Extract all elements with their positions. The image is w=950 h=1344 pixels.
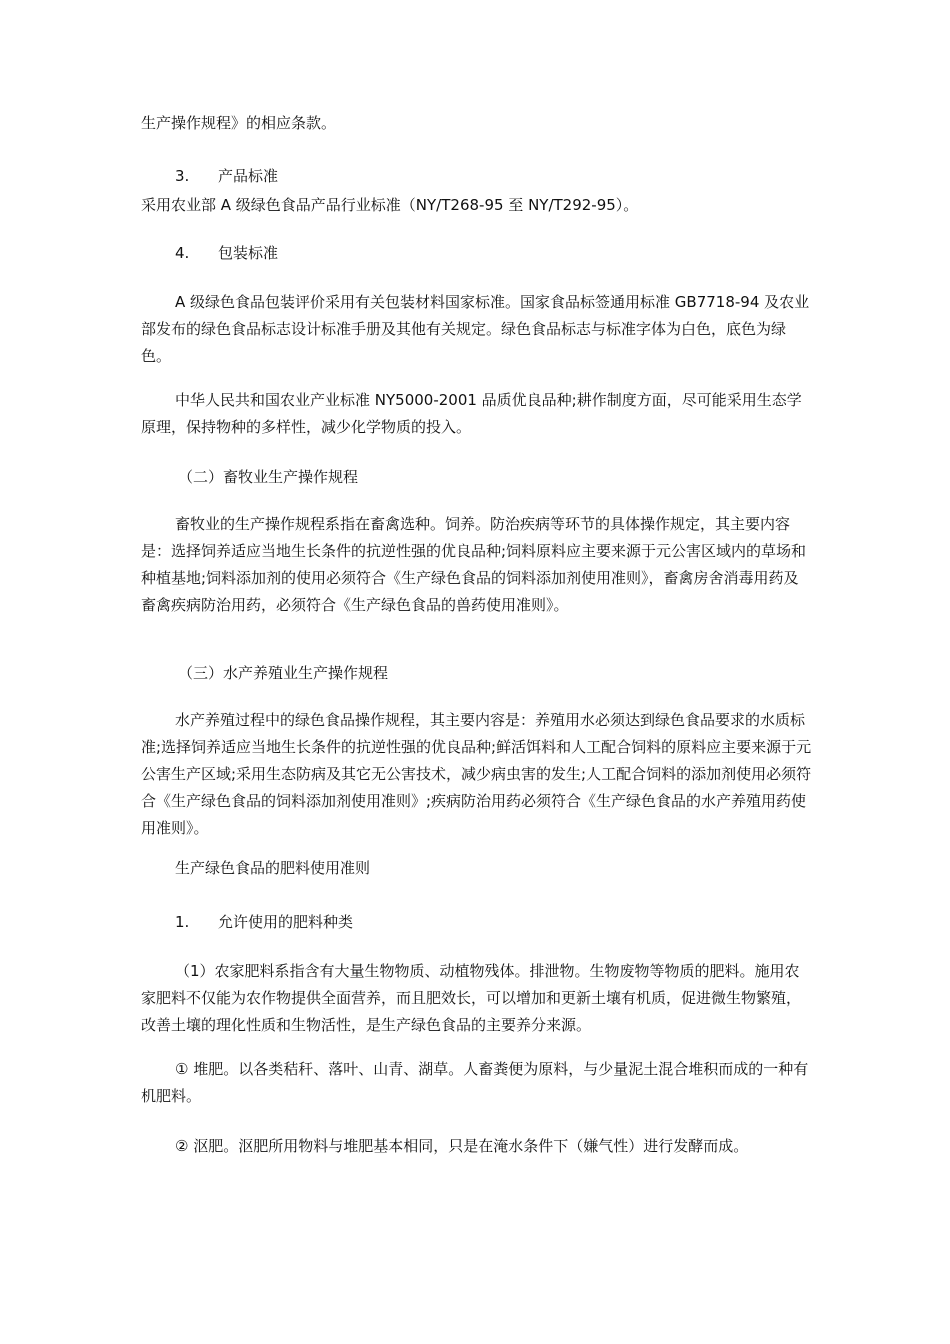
heading-title: 包装标准	[218, 244, 279, 262]
heading-number: 1.	[175, 913, 190, 931]
paragraph-compost: ① 堆肥。以各类秸秆、落叶、山青、湖草。人畜粪便为原料，与少量泥土混合堆积而成的一种有机肥料。	[141, 1060, 809, 1105]
numbered-heading-1	[175, 909, 353, 936]
section-heading-fertilizer: 生产绿色食品的肥料使用准则	[175, 859, 371, 877]
heading-number: 3.	[175, 167, 190, 185]
section-heading-livestock: （二）畜牧业生产操作规程	[178, 468, 359, 486]
paragraph-aquaculture: 水产养殖过程中的绿色食品操作规程，其主要内容是：养殖用水必须达到绿色食品要求的水质标准;选择饲养适应当地生长条件的抗逆性强的优良品种;鲜活饵料和人工配合饲料的原料应主要来源于元公害生产区域;采用生态防病及其它无公害技术，减少病虫害的发生;人工配合饲料的添加剂使用必须符合《生产绿色食品的饲料添加剂使用准则》;疾病防治用药必须符合《生产绿色食品的水产养殖用药使用准则》。	[141, 711, 812, 837]
numbered-heading-4	[175, 240, 278, 267]
paragraph-ny5000: 中华人民共和国农业产业标准 NY5000-2001 品质优良品种;耕作制度方面，尽可能采用生态学原理，保持物种的多样性，减少化学物质的投入。	[141, 391, 802, 436]
heading-title: 允许使用的肥料种类	[218, 913, 354, 931]
paragraph-livestock: 畜牧业的生产操作规程系指在畜禽选种。饲养。防治疾病等环节的具体操作规定，其主要内容是：选择饲养适应当地生长条件的抗逆性强的优良品种;饲料原料应主要来源于元公害区域内的草场和种植基地;饲料添加剂的使用必须符合《生产绿色食品的饲料添加剂使用准则》，畜禽房舍消毒用药及畜禽疾病防治用药，必须符合《生产绿色食品的兽药使用准则》。	[141, 515, 807, 614]
numbered-heading-3	[175, 163, 278, 190]
section-heading-aquaculture: （三）水产养殖业生产操作规程	[178, 664, 389, 682]
paragraph-packaging: A 级绿色食品包装评价采用有关包装材料国家标准。国家食品标签通用标准 GB7718-94 及农业部发布的绿色食品标志设计标准手册及其他有关规定。绿色食品标志与标准字体为白色，底色为绿色。	[141, 293, 810, 365]
heading-title: 产品标准	[218, 167, 279, 185]
paragraph-continuation: 生产操作规程》的相应条款。	[141, 114, 337, 132]
paragraph-retting: ② 沤肥。沤肥所用物料与堆肥基本相同，只是在淹水条件下（嫌气性）进行发酵而成。	[175, 1137, 749, 1155]
paragraph-farm-manure: （1）农家肥料系指含有大量生物物质、动植物残体。排泄物。生物废物等物质的肥料。施用农家肥料不仅能为农作物提供全面营养，而且肥效长，可以增加和更新土壤有机质，促进微生物繁殖，改善土壤的理化性质和生物活性，是生产绿色食品的主要养分来源。	[141, 962, 802, 1034]
heading-number: 4.	[175, 244, 190, 262]
paragraph-product-standard: 采用农业部 A 级绿色食品产品行业标准（NY/T268-95 至 NY/T292-95）。	[141, 196, 639, 214]
